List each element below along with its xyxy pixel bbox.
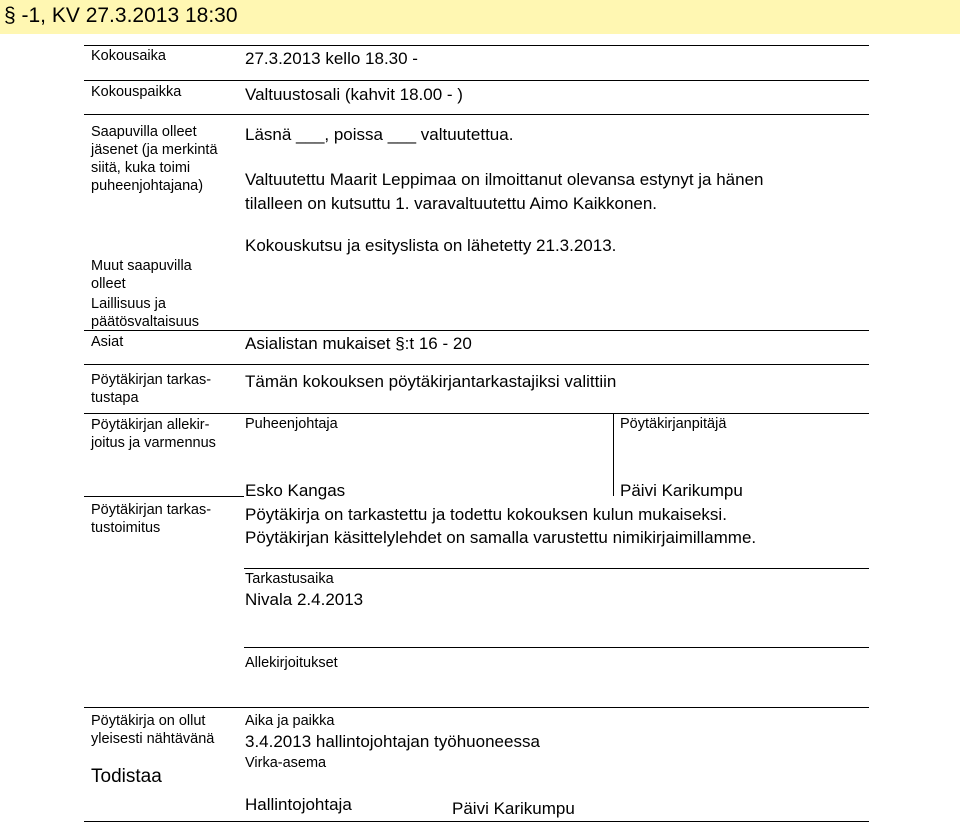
value-tarkastustapa: Tämän kokouksen pöytäkirjantarkastajiksi valittiin (245, 372, 617, 391)
sig-divider (613, 414, 614, 496)
rule-3 (84, 330, 869, 331)
label-tarkastustoimitus-1: Pöytäkirjan tarkas- (91, 502, 212, 518)
label-allekirjoitus-2: joitus ja varmennus (91, 435, 216, 451)
position-label: Virka-asema (245, 755, 327, 771)
rule-top (84, 45, 869, 46)
attendance-text: Läsnä ___, poissa ___ valtuutettua. (245, 125, 514, 144)
label-kokousaika: Kokousaika (91, 48, 166, 64)
inspection-line-2: Pöytäkirjan käsittelylehdet on samalla varustettu nimikirjaimillamme. (245, 528, 757, 547)
signatures-label: Allekirjoitukset (245, 655, 338, 671)
notice-line-1: Valtuutettu Maarit Leppimaa on ilmoittanut olevansa estynyt ja hänen (245, 170, 764, 189)
secretary-name: Päivi Karikumpu (620, 481, 743, 500)
rule-7 (84, 707, 869, 708)
label-saapuvilla-2: jäsenet (ja merkintä (91, 142, 218, 158)
sig-line-1 (244, 568, 869, 569)
label-tarkastustapa-2: tustapa (91, 390, 139, 406)
label-asiat: Asiat (91, 334, 124, 350)
inspection-date-label: Tarkastusaika (245, 571, 334, 587)
label-laillisuus-2: päätösvaltaisuus (91, 314, 200, 330)
chair-name: Esko Kangas (245, 481, 346, 500)
page-title: § -1, KV 27.3.2013 18:30 (4, 4, 238, 27)
label-muut-1: Muut saapuvilla (91, 258, 192, 274)
inspection-date-value: Nivala 2.4.2013 (245, 590, 364, 609)
label-laillisuus-1: Laillisuus ja (91, 296, 166, 312)
rule-bottom (84, 821, 869, 822)
label-saapuvilla-4: puheenjohtajana) (91, 178, 204, 194)
label-saapuvilla-3: siitä, kuka toimi (91, 160, 191, 176)
inspection-line-1: Pöytäkirja on tarkastettu ja todettu kokouksen kulun mukaiseksi. (245, 505, 727, 524)
label-nahtavana-2: yleisesti nähtävänä (91, 731, 215, 747)
position-value: Hallintojohtaja (245, 795, 352, 814)
place-value: 3.4.2013 hallintojohtajan työhuoneessa (245, 732, 540, 751)
rule-6 (84, 496, 244, 497)
label-tarkastustapa-1: Pöytäkirjan tarkas- (91, 372, 212, 388)
label-kokouspaikka: Kokouspaikka (91, 84, 182, 100)
label-muut-2: olleet (91, 276, 126, 292)
label-tarkastustoimitus-2: tustoimitus (91, 520, 161, 536)
notice-line-2: tilalleen on kutsuttu 1. varavaltuutettu Aimo Kaikkonen. (245, 194, 658, 213)
sig-line-2 (244, 647, 869, 648)
value-asiat: Asialistan mukaiset §:t 16 - 20 (245, 334, 472, 353)
rule-1 (84, 80, 869, 81)
rule-2 (84, 114, 869, 115)
invitation-text: Kokouskutsu ja esityslista on lähetetty 21.3.2013. (245, 236, 617, 255)
secretary-title: Pöytäkirjanpitäjä (620, 416, 727, 432)
place-label: Aika ja paikka (245, 713, 335, 729)
label-saapuvilla-1: Saapuvilla olleet (91, 124, 197, 140)
value-kokousaika: 27.3.2013 kello 18.30 - (245, 49, 418, 68)
signer-name: Päivi Karikumpu (452, 799, 575, 818)
value-kokouspaikka: Valtuustosali (kahvit 18.00 - ) (245, 85, 463, 104)
certify-label: Todistaa (91, 766, 162, 787)
rule-4 (84, 364, 869, 365)
label-nahtavana-1: Pöytäkirja on ollut (91, 713, 206, 729)
rule-5 (84, 413, 869, 414)
label-allekirjoitus-1: Pöytäkirjan allekir- (91, 417, 210, 433)
chair-title: Puheenjohtaja (245, 416, 338, 432)
